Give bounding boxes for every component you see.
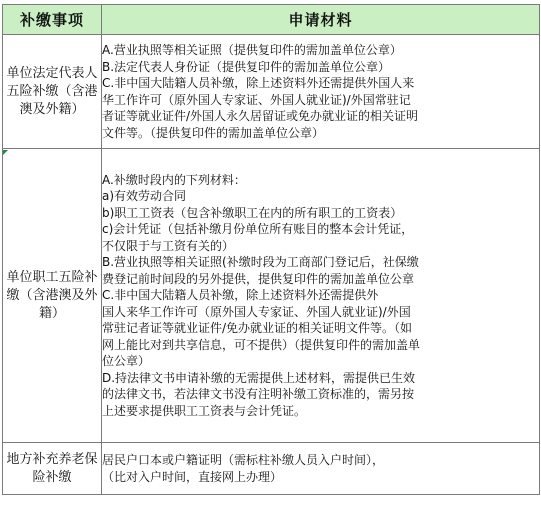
material-line: C.非中国大陆籍人员补缴，除上述资料外还需提供外 bbox=[102, 288, 379, 303]
material-line: 上述要求提供职工工资表与会计凭证。 bbox=[102, 403, 307, 418]
material-line: 的法律文书，若法律文书没有注明补缴工资标准的，需另按 bbox=[102, 387, 415, 402]
materials-cell[interactable] bbox=[102, 35, 540, 149]
material-line: b)职工工资表（包含补缴职工在内的所有职工的工资表） bbox=[102, 205, 403, 220]
material-line: 位公章） bbox=[102, 354, 151, 369]
materials-cell[interactable] bbox=[102, 443, 540, 495]
material-line: 常驻记者证等就业证件/免办就业证的相关证明文件等。（如 bbox=[102, 321, 413, 336]
material-line: 华工作许可（原外国人专家证、外国人就业证)/外国常驻记 bbox=[102, 92, 411, 107]
item-cell[interactable]: 单位法定代表人五险补缴（含港澳及外籍） bbox=[3, 35, 102, 149]
material-line: 居民户口本或户籍证明（需标柱补缴人员入户时间）， bbox=[102, 453, 385, 467]
header-row bbox=[3, 5, 540, 35]
materials-cell[interactable] bbox=[102, 149, 540, 443]
header-materials[interactable]: 申请材料 bbox=[102, 5, 540, 35]
material-line: C.非中国大陆籍人员补缴，除上述资料外还需提供外国人来 bbox=[102, 76, 415, 90]
material-line: B.营业执照等相关证照(补缴时段为工商部门登记后，社保缴 bbox=[102, 255, 419, 270]
material-line: B.法定代表人身份证（提供复印件的需加盖单位公章） bbox=[102, 59, 391, 74]
material-line: 费登记前时间段的另外提供，提供复印件的需加盖单位公章 bbox=[102, 271, 415, 286]
header-item[interactable]: 补缴事项 bbox=[3, 5, 102, 35]
material-line: 者证等就业证件/外国人永久居留证或免办就业证的相关证明 bbox=[102, 109, 419, 123]
material-line: a)有效劳动合同 bbox=[102, 189, 187, 204]
material-line: A.营业执照等相关证照（提供复印件的需加盖单位公章） bbox=[102, 43, 402, 57]
requirements-table bbox=[2, 4, 540, 495]
material-line: 国人来华工作许可（原外国人专家证、外国人就业证)/外国 bbox=[102, 304, 411, 319]
item-cell[interactable]: 单位职工五险补缴（含港澳及外籍） bbox=[3, 149, 102, 443]
material-line: （比对入户时间，直接网上办理） bbox=[102, 469, 283, 484]
table-row bbox=[3, 443, 540, 495]
item-cell[interactable]: 地方补充养老保险补缴 bbox=[3, 443, 102, 495]
material-line: D.持法律文书申请补缴的无需提供上述材料，需提供已生效 bbox=[102, 370, 416, 385]
material-line: 文件等。（提供复印件的需加盖单位公章） bbox=[102, 125, 325, 140]
material-line: A.补缴时段内的下列材料： bbox=[102, 172, 246, 187]
table-row bbox=[3, 35, 540, 149]
material-line: 不仅限于与工资有关的） bbox=[102, 238, 235, 253]
table-row bbox=[3, 149, 540, 443]
comment-indicator-icon bbox=[3, 150, 8, 155]
material-line: c)会计凭证（包括补缴月份单位所有账目的整本会计凭证， bbox=[102, 222, 414, 237]
material-line: 网上能比对到共享信息，可不提供）（提供复印件的需加盖单 bbox=[102, 337, 421, 352]
